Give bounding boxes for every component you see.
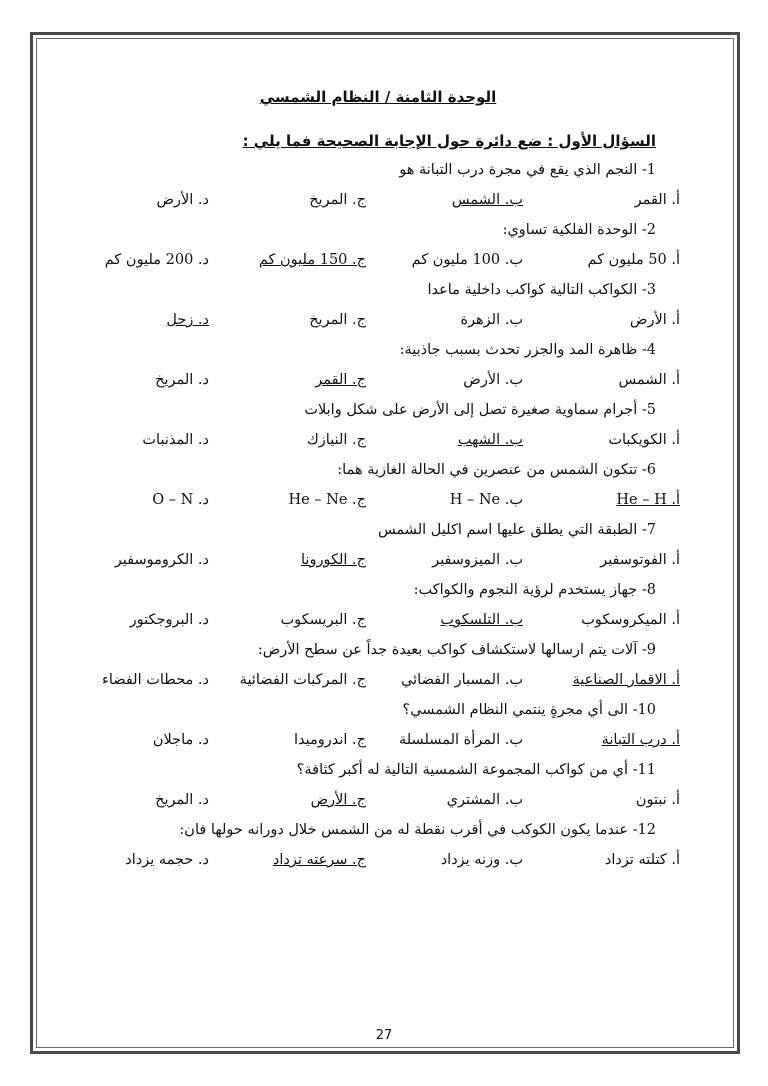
answer-option[interactable]: د. الكروموسفير: [114, 552, 209, 568]
answer-options: [52, 424, 680, 456]
answer-option[interactable]: د. حجمه يزداد: [125, 852, 209, 868]
answer-option[interactable]: ج. الكورونا: [301, 552, 366, 568]
page-number: 27: [375, 1028, 393, 1043]
answer-option[interactable]: أ. الأرض: [629, 312, 680, 328]
answer-options: [52, 724, 680, 756]
question-text: 12- عندما يكون الكوكب في أقرب نقطة له من الشمس خلال دورانه حولها فان:: [179, 822, 656, 838]
question-text: 1- النجم الذي يقع في مجرة درب التبانة هو: [399, 162, 656, 178]
question-text: 9- آلات يتم ارسالها لاستكشاف كواكب بعيدة جداً عن سطح الأرض:: [257, 642, 656, 658]
question-text: 2- الوحدة الفلكية تساوي:: [502, 222, 656, 238]
answer-option[interactable]: د. 200 مليون كم: [104, 252, 209, 268]
answer-options: [52, 604, 680, 636]
answer-options: [52, 844, 680, 876]
answer-option[interactable]: د. الأرض: [156, 192, 209, 208]
question-text: 5- أجرام سماوية صغيرة تصل إلى الأرض على شكل وابلات: [304, 402, 656, 418]
answer-options: [52, 244, 680, 276]
answer-option[interactable]: أ. 50 مليون كم: [587, 252, 680, 268]
question-text: 6- تتكون الشمس من عنصرين في الحالة الغازية هما:: [337, 462, 656, 478]
answer-options: [52, 184, 680, 216]
answer-option[interactable]: ب. H – Ne: [449, 492, 523, 508]
answer-option[interactable]: د. المريخ: [155, 792, 209, 808]
question-text: 8- جهاز يستخدم لرؤية النجوم والكواكب:: [413, 582, 656, 598]
answer-option[interactable]: ب. المرأة المسلسلة: [398, 732, 523, 748]
section-heading: السؤال الأول : ضع دائرة حول الإجابة الصحيحة فما يلي :: [242, 132, 656, 150]
answer-options: [52, 784, 680, 816]
answer-option[interactable]: ج. سرعته تزداد: [272, 852, 366, 868]
answer-option[interactable]: أ. He – H: [616, 492, 680, 508]
answer-option[interactable]: أ. نبتون: [635, 792, 680, 808]
answer-option[interactable]: أ. الميكروسكوب: [581, 612, 680, 628]
answer-option[interactable]: ج. المريخ: [309, 192, 366, 208]
answer-option[interactable]: ب. الزهرة: [460, 312, 523, 328]
answer-option[interactable]: ب. الأرض: [463, 372, 523, 388]
answer-option[interactable]: ج. القمر: [315, 372, 366, 388]
question-text: 7- الطبقة التي يطلق عليها اسم اكليل الشمس: [377, 522, 656, 538]
answer-option[interactable]: ب. الشمس: [451, 192, 523, 208]
answer-option[interactable]: أ. درب التبانة: [601, 732, 680, 748]
question-text: 4- ظاهرة المد والجزر تحدث بسبب جاذبية:: [399, 342, 656, 358]
unit-title: الوحدة الثامنة / النظام الشمسي: [259, 88, 497, 106]
answer-option[interactable]: د. البروجكتور: [129, 612, 209, 628]
answer-option[interactable]: د. المريخ: [155, 372, 209, 388]
answer-option[interactable]: أ. الكويكبات: [608, 432, 680, 448]
answer-option[interactable]: ب. الميزوسفير: [432, 552, 523, 568]
answer-option[interactable]: ب. المسبار الفضائي: [401, 672, 523, 688]
answer-option[interactable]: أ. الشمس: [618, 372, 680, 388]
answer-option[interactable]: ج. المريخ: [309, 312, 366, 328]
answer-option[interactable]: ب. الشهب: [457, 432, 523, 448]
question-text: 11- أي من كواكب المجموعة الشمسية التالية له أكبر كثافة؟: [296, 762, 656, 778]
answer-option[interactable]: ب. التلسكوب: [440, 612, 523, 628]
answer-option[interactable]: ج. النيازك: [306, 432, 366, 448]
answer-option[interactable]: د. محطات الفضاء: [102, 672, 209, 688]
question-list: [100, 156, 680, 876]
answer-option[interactable]: أ. كتلته تزداد: [604, 852, 680, 868]
answer-option[interactable]: أ. الفوتوسفير: [600, 552, 680, 568]
answer-option[interactable]: ج. اندروميدا: [293, 732, 366, 748]
answer-option[interactable]: د. زحل: [166, 312, 209, 328]
answer-option[interactable]: أ. الاقمار الصناعية: [572, 672, 680, 688]
answer-option[interactable]: ج. He – Ne: [288, 492, 366, 508]
answer-option[interactable]: ج. المركبات الفضائية: [239, 672, 366, 688]
answer-option[interactable]: د. ماجلان: [152, 732, 209, 748]
answer-options: [52, 304, 680, 336]
answer-option[interactable]: ب. وزنه يزداد: [440, 852, 523, 868]
answer-option[interactable]: ب. المشتري: [446, 792, 523, 808]
answer-option[interactable]: ج. 150 مليون كم: [258, 252, 366, 268]
worksheet: [100, 88, 680, 876]
answer-option[interactable]: ج. البريسكوب: [280, 612, 366, 628]
answer-option[interactable]: د. O – N: [152, 492, 209, 508]
answer-option[interactable]: ب. 100 مليون كم: [411, 252, 523, 268]
question-text: 10- الى أي مجرةٍ ينتمي النظام الشمسي؟: [402, 702, 656, 718]
answer-option[interactable]: ج. الأرض: [310, 792, 366, 808]
answer-options: [52, 484, 680, 516]
answer-options: [52, 544, 680, 576]
answer-options: [52, 664, 680, 696]
answer-option[interactable]: أ. القمر: [634, 192, 680, 208]
answer-option[interactable]: د. المذنبات: [142, 432, 209, 448]
answer-options: [52, 364, 680, 396]
question-text: 3- الكواكب التالية كواكب داخلية ماعدا: [427, 282, 656, 298]
